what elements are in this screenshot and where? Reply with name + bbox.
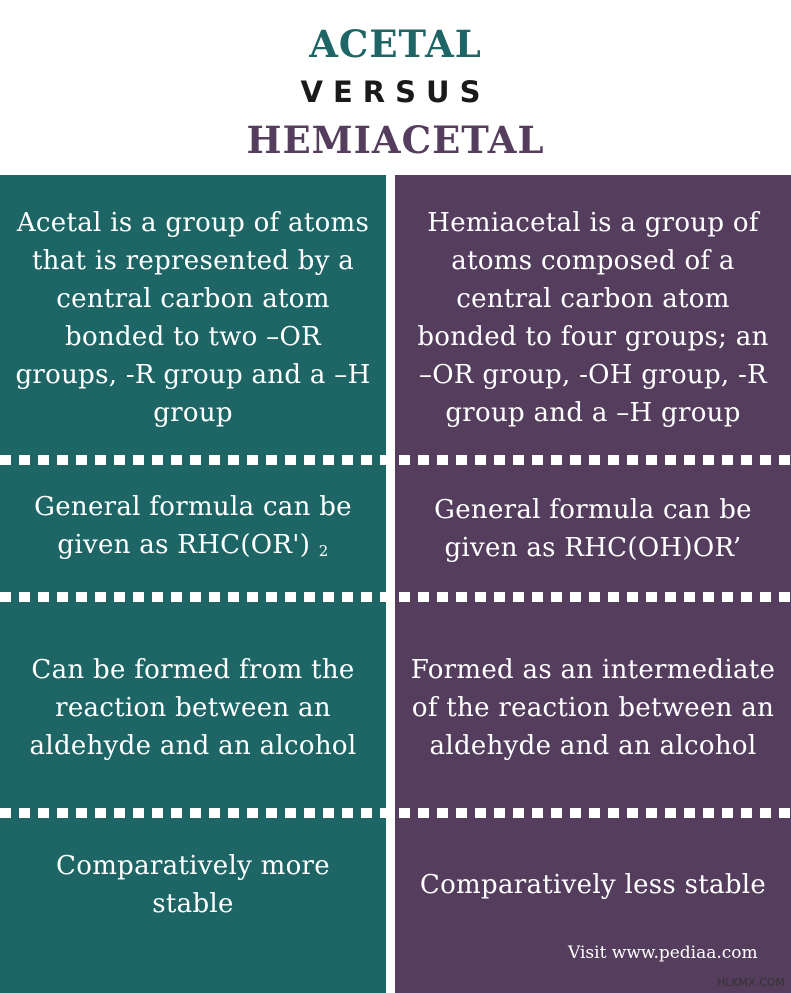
row-divider — [0, 455, 791, 465]
hemiacetal-formula: General formula can be given as RHC(OH)OR’ — [434, 495, 752, 563]
title-hemiacetal: HEMIACETAL — [246, 118, 545, 162]
hemiacetal-definition: Hemiacetal is a group of atoms composed of a central carbon atom bonded to four groups; an –OR group, -OH group, -R group and a –H group — [417, 207, 769, 428]
acetal-stability: Comparatively more stable — [56, 851, 330, 919]
hemiacetal-formation: Formed as an intermediate of the reaction between an aldehyde and an alcohol — [410, 655, 776, 761]
hemiacetal-stability: Comparatively less stable — [419, 870, 767, 900]
title-acetal: ACETAL — [309, 22, 482, 66]
source-credit: Visit www.pediaa.com — [568, 943, 758, 963]
title-versus: VERSUS — [300, 75, 491, 109]
row-divider — [0, 808, 791, 818]
acetal-formula-text: General formula can be given as RHC(OR') — [34, 492, 352, 560]
acetal-column — [0, 175, 386, 993]
watermark: HLKMX.COM — [717, 976, 785, 989]
acetal-definition: Acetal is a group of atoms that is represented by a central carbon atom bonded to two –OR groups, -R group and a –H group — [15, 207, 371, 428]
acetal-formula-subscript: 2 — [318, 542, 329, 560]
row-divider — [0, 592, 791, 602]
header — [0, 0, 791, 175]
hemiacetal-column — [395, 175, 791, 993]
acetal-formation: Can be formed from the reaction between an aldehyde and an alcohol — [29, 655, 357, 761]
acetal-formula — [0, 467, 386, 591]
